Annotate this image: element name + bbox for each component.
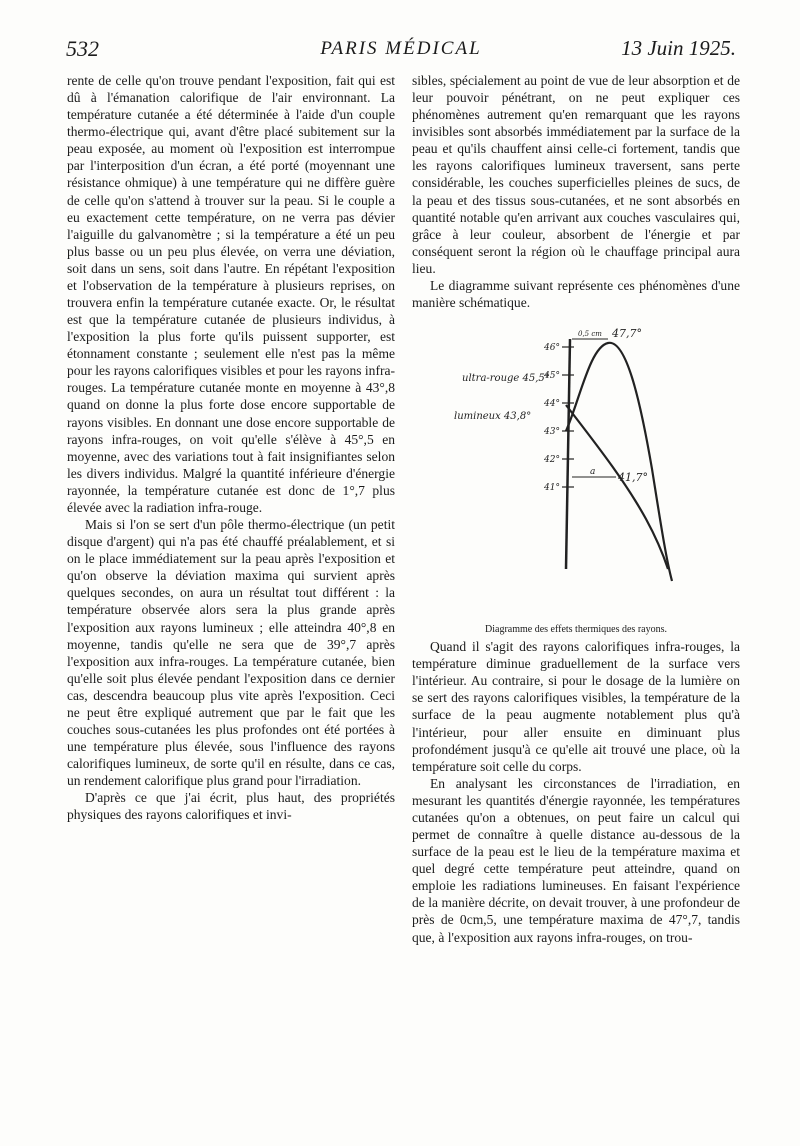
thermal-diagram [412, 319, 740, 615]
label-arrow-top: 0,5 cm [578, 330, 602, 339]
paragraph: En analysant les circonstances de l'irradiation, en mesurant les quantités d'énergie rayonnée, les températures cutanées qu'on a obtenues, on peut faire un calcul qui permet de connaître à quelle distance au-dessous de la surface de la peau est le lieu de la température maxima et quel degré cette température peut atteindre, quand on emploie les radiations lumineuses. En faisant l'expérience de la manière décrite, on devait trouver, à une profondeur de près de 0cm,5, une température maxima de 47°,7, tandis que, à l'exposition aux rayons infra-rouges, on trou- [412, 775, 740, 945]
paragraph: sibles, spécialement au point de vue de leur absorption et de leur pouvoir pénétrant, on ne peut expliquer ces phénomènes autrement qu'en remarquant que les rayons invisibles sont absorbés immédiatement par la surface de la peau et qu'ils chauffent ainsi celle-ci fortement, tandis que les rayons calorifiques lumineux traversent, sans perte considérable, les couches superficielles pleines de sucs, de la peau et des tissus sous-cutanées, et ne sont absorbés en quantité notable qu'en arrivant aux couches vasculaires qui, grâce à leur couleur, absorbent de l'énergie et par conséquent seront la région où le chauffage principal aura lieu. [412, 73, 740, 276]
journal-title: PARIS MÉDICAL [320, 38, 482, 59]
running-header [66, 36, 736, 64]
axis-label-43: 43° [544, 427, 560, 438]
left-column [67, 72, 395, 823]
right-column [412, 72, 740, 946]
issue-date: 13 Juin 1925. [621, 36, 736, 60]
label-lumineux: lumineux 43,8° [454, 411, 532, 423]
page-number: 532 [66, 36, 99, 61]
paragraph: D'après ce que j'ai écrit, plus haut, des propriétés physiques des rayons calorifiques et invi- [67, 790, 395, 823]
axis-label-44: 44° [544, 399, 560, 410]
axis-label-46: 46° [544, 343, 560, 354]
figure-caption: Diagramme des effets thermiques des rayons. [485, 624, 667, 636]
label-low: 41,7° [618, 471, 648, 485]
label-ultra-rouge: ultra-rouge 45,5° [462, 373, 550, 385]
axis-label-42: 42° [544, 455, 560, 466]
axis-label-41: 41° [544, 483, 560, 494]
axis-label-45: 45° [544, 371, 560, 382]
paragraph: Mais si l'on se sert d'un pôle thermo-électrique (un petit disque d'argent) qui n'a pas été chauffé préalablement, et si on le place immédiatement sur la peau après l'exposition et qu'on observe la déviation maxima qui survient après quelques secondes, on aura un résultat tout différent : la température observée alors sera la plus grande après l'exposition aux rayons lumineux ; elle atteindra 40°,8 en moyenne, tandis qu'elle ne sera que de 39°,7 après l'exposition aux infra-rouges. La température cutanée, bien qu'elle soit plus élevée pendant l'exposition dans ce dernier cas, descendra beaucoup plus vite après l'exposition. Ceci ne peut être expliqué autrement que par le fait que les couches sous-cutanées les plus profondes ont été portées à une température plus élevée, sous l'influence des rayons calorifiques lumineux, de sorte qu'il en résulte, dans ce cas, un rendement calorifique plus grand pour l'irradiation. [67, 517, 395, 789]
paragraph: rente de celle qu'on trouve pendant l'exposition, fait qui est dû à l'émanation calorifique de l'air environnant. La température cutanée a été déterminée à l'aide d'un couple thermo-électrique qui, avant d'être placé subitement sur la peau exposée, au moment où l'exposition est interrompue par l'interposition d'un écran, a été porté (moyennant une résistance ohmique) à une température qui ne diffère guère de celle qu'on s'attend à trouver sur la peau. Si le couple a eu exactement cette température, on ne verra pas dévier l'aiguille du galvanomètre ; si la température a été un peu plus basse ou un peu plus élevée, on verra une déviation, soit dans un sens, soit dans l'autre. En répétant l'exposition et l'observation de la température à plusieurs reprises, on trouvera enfin la température cutanée exacte. Or, le résultat est que la température cutanée de plusieurs individus, à l'exposition la plus forte qu'ils puissent supporter, est étonnament constante ; seulement elle n'est pas la même pour les rayons calorifiques visibles et pour les rayons infra-rouges. La température cutanée monte en moyenne à 43°,8 quand on donne la plus forte dose encore supportable de rayons visibles. En donnant une dose encore supportable de rayons infra-rouges, on voit qu'elle s'élève à 45°,5 en moyenne, avec des variations tout à fait insignifiantes selon les divers individus. Malgré la quantité inférieure d'énergie rayonnée, la température cutanée est donc de 1°,7 plus élevée avec la radiation infra-rouge. [67, 73, 395, 515]
label-peak: 47,7° [612, 327, 642, 341]
paragraph: Le diagramme suivant représente ces phénomènes d'une manière schématique. [412, 277, 740, 311]
paragraph: Quand il s'agit des rayons calorifiques infra-rouges, la température diminue graduellement de la surface vers l'intérieur. Au contraire, si pour le dosage de la lumière on se sert des rayons calorifiques visibles, la température de la surface de la peau augmente notablement plus qu'à l'intérieur, pour aller ensuite en diminuant plus profondément jusqu'à ce qu'elle ait trouvé une place, où la température soit celle du corps. [412, 639, 740, 774]
label-arrow-low: a [590, 467, 596, 478]
diagram-figure [412, 319, 740, 615]
